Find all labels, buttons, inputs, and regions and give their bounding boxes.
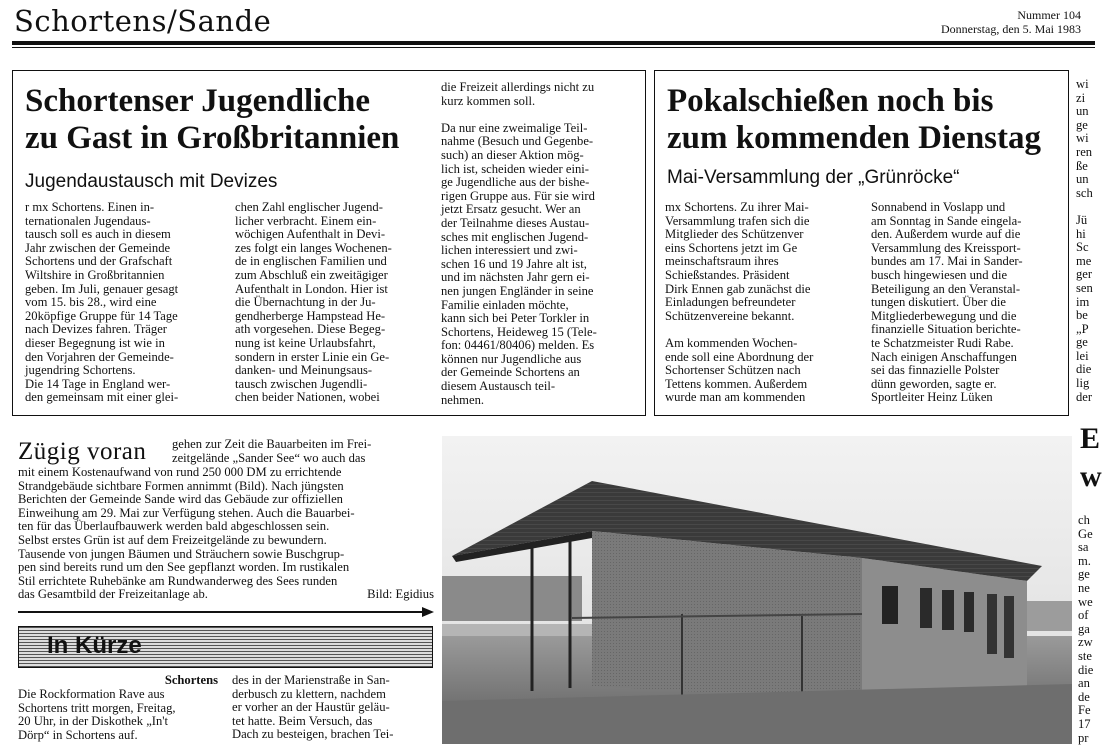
article2-edge-column-line: ger	[1076, 267, 1093, 282]
article2-col1-line: mx Schortens. Zu ihrer Mai-	[665, 200, 809, 214]
article2-edge-column-line: Sc	[1076, 240, 1089, 255]
article1-col3-line: die Freizeit allerdings nicht zu	[441, 80, 595, 94]
article2-edge-column-line: Jü	[1076, 212, 1088, 227]
article2-col1-line: wurde man am kommenden	[665, 390, 806, 405]
article1-col2-line: Aufenthalt in London. Hier ist	[235, 281, 388, 296]
caption-body-line: Stil errichtete Ruhebänke am Rundwanderweg des Sees runden	[18, 573, 338, 588]
article1-col3-line: der Gemeinde Schortens an	[441, 365, 580, 380]
caption-body-line: mit einem Kostenaufwand von rund 250 000 DM zu errichtende	[18, 465, 342, 479]
right-edge-column-line: zw	[1078, 635, 1093, 650]
right-edge-column-line: Ge	[1078, 526, 1093, 541]
article2-col1	[665, 201, 861, 405]
article1-col1-line: Jahr zwischen der Gemeinde	[25, 240, 171, 255]
caption-body-line: Einweihung am 29. Mai zur Verfügung stehen. Auch die Bauarbei-	[18, 505, 355, 520]
article2-edge-column-line	[1076, 200, 1096, 214]
article1-col2-line: zes folgt ein langes Wochenen-	[235, 240, 392, 255]
right-edge-column-line: ne	[1078, 580, 1090, 595]
caption-body	[18, 466, 434, 588]
article2-col2-line: Versammlung des Kreissport-	[871, 240, 1021, 255]
article2-edge-column-line: im	[1076, 294, 1090, 309]
in-kuerze-col2	[232, 674, 432, 742]
article1-col3-line: such) an dieser Aktion mög-	[441, 147, 584, 162]
right-edge-column-line: an	[1078, 676, 1090, 691]
article2-col1-line	[665, 323, 861, 337]
article2-edge-column-line: ße	[1076, 158, 1088, 173]
right-edge-column-line: ga	[1078, 621, 1090, 636]
issue-number: Nummer 104	[1017, 8, 1081, 22]
article1-col2	[235, 201, 431, 405]
article1-col3-line: können nur Jugendliche aus	[441, 351, 582, 366]
article2-edge-column-line: un	[1076, 172, 1089, 187]
article1-col3-line: rigen Gruppe aus. Für sie wird	[441, 188, 595, 203]
article2-col1-line: ende soll eine Abordnung der	[665, 349, 814, 364]
article1-col1-line: Die 14 Tage in England wer-	[25, 376, 171, 391]
caption-arrow	[18, 606, 434, 618]
article1-col3-line: lichen interessiert und zwi-	[441, 243, 578, 258]
article1-col3-line: kann sich bei Peter Torkler in	[441, 311, 590, 326]
caption-body-line: ten für das Überlaufbauwerk werden bald abgeschlossen sein.	[18, 519, 330, 534]
article1-col3	[441, 81, 637, 407]
issue-info	[941, 8, 1081, 36]
right-edge-column-line: sa	[1078, 540, 1089, 555]
article2-edge-column-line: me	[1076, 253, 1092, 268]
article1-col2-line: danken- und Meinungsaus-	[235, 363, 373, 378]
caption-body-line: Strandgebäude sichtbare Formen annimmt (Bild). Nach jüngsten	[18, 478, 344, 493]
in-kuerze-col2-line: er vorher an der Haustür geläu-	[232, 700, 390, 715]
article2-edge-column-line: lei	[1076, 348, 1089, 363]
article1-col1-line: ternationalen Jugendaus-	[25, 213, 151, 228]
right-edge-column	[1078, 514, 1096, 745]
masthead-rule	[12, 41, 1095, 45]
article1-col1-line: vom 15. bis 28., wird eine	[25, 295, 157, 310]
article2-col1-line: Versammlung trafen sich die	[665, 213, 810, 228]
article1-col3-line	[441, 108, 637, 122]
right-edge-column-line: ste	[1078, 648, 1092, 663]
article1-col3-line: kurz kommen soll.	[441, 93, 536, 108]
caption-title: Zügig voran	[18, 438, 147, 465]
article2-col2-line: den. Außerdem wurde auf die	[871, 227, 1021, 242]
article2-col1-line: Schortenser Schützen nach	[665, 363, 801, 378]
article1-col3-line: jetzt Ersatz gesucht. Wer an	[441, 202, 581, 217]
right-edge-column-line: die	[1078, 662, 1094, 677]
caption-first-lines-line: zeitgelände „Sander See“ wo auch das	[172, 450, 366, 465]
article2-edge-column-line: sch	[1076, 185, 1093, 200]
right-edge-column-line: pr	[1078, 730, 1089, 745]
article1-col3-line: ge Jugendliche aus der bishe-	[441, 175, 590, 190]
article2-col1-line: Am kommenden Wochen-	[665, 335, 798, 350]
in-kuerze-banner	[18, 626, 433, 668]
article2-col2	[871, 201, 1067, 405]
article1-col2-line: tausch zwischen Jugendli-	[235, 376, 368, 391]
article1-subheadline: Jugendaustausch mit Devizes	[25, 171, 278, 192]
in-kuerze-col2-line: Dach zu besteigen, brachen Tei-	[232, 727, 394, 742]
caption-body-line: Berichten der Gemeinde Sande wird das Gebäude zur offiziellen	[18, 492, 343, 507]
article2-col1-line: Schießstandes. Präsident	[665, 267, 790, 282]
article2-col2-line: am Sonntag in Sande eingela-	[871, 213, 1022, 228]
right-edge-headline	[1080, 420, 1100, 496]
article1-col3-line: nehmen.	[441, 392, 485, 407]
right-edge-column-line: Fe	[1078, 703, 1091, 718]
in-kuerze-place: Schortens	[164, 673, 218, 687]
article1-col3-line: Familie einladen möchte,	[441, 297, 569, 312]
caption-body-line: pen sind bereits rund um den See gepflanzt worden. Im rustikalen	[18, 560, 350, 575]
article1-col3-line: nahme (Besuch und Gegenbe-	[441, 134, 594, 149]
article2-edge-column-line: zi	[1076, 90, 1086, 105]
article2-col2-line: dünn geworden, sagte er.	[871, 376, 997, 391]
article2-edge-column-line: hi	[1076, 226, 1086, 241]
issue-date: Donnerstag, den 5. Mai 1983	[941, 22, 1081, 36]
article1-col1-line: dieser Begegnung ist wie in	[25, 335, 165, 350]
article2-edge-column-line: wi	[1076, 131, 1089, 146]
right-edge-column-line: de	[1078, 689, 1090, 704]
article2-col2-line: Mitgliederbewegung und die	[871, 308, 1017, 323]
article1-col2-line: sondern in erster Linie ein Ge-	[235, 349, 390, 364]
article-shooting-cup	[654, 70, 1069, 416]
article1-col3-line: und im nächsten Jahr gern ei-	[441, 270, 590, 285]
article2-edge-column-line: wi	[1076, 77, 1089, 91]
article-youth-exchange	[12, 70, 646, 416]
article1-col3-line: diesem Austausch teil-	[441, 379, 556, 394]
article1-col1-line: den gemeinsam mit einer glei-	[25, 390, 179, 405]
article1-col1	[25, 201, 221, 405]
article1-col2-line: de in englischen Familien und	[235, 254, 387, 269]
caption-first-lines-line: gehen zur Zeit die Bauarbeiten im Frei-	[172, 437, 372, 451]
article2-edge-column-line: sen	[1076, 280, 1093, 295]
article2-col1-line: Schützenvereine bekannt.	[665, 308, 795, 323]
masthead-title: Schortens/Sande	[14, 4, 272, 38]
article1-col1-line: jugendring Schortens.	[25, 363, 136, 378]
article2-edge-column-line: un	[1076, 104, 1089, 119]
in-kuerze-col2-line: tet hatte. Beim Versuch, das	[232, 713, 373, 728]
article1-col3-line: schen 16 und 19 Jahre alt ist,	[441, 256, 587, 271]
in-kuerze-col2-line: des in der Marienstraße in San-	[232, 673, 390, 687]
article2-col2-line: Sonnabend in Voslapp und	[871, 200, 1006, 214]
article1-col1-line: Wiltshire in Großbritannien	[25, 267, 165, 282]
article1-col2-line: gendherberge Hampstead He-	[235, 308, 386, 323]
article1-col2-line: zum Abschluß ein zweitägiger	[235, 267, 388, 282]
article2-col2-line: Sportleiter Heinz Lüken	[871, 390, 993, 405]
article2-col2-line: te Schatzmeister Rudi Rabe.	[871, 335, 1014, 350]
in-kuerze-col1-line: Schortens tritt morgen, Freitag,	[18, 700, 176, 715]
article1-col3-line: fon: 04461/80406) melden. Es	[441, 338, 595, 353]
caption-last-line: das Gesamtbild der Freizeitanlage ab.	[18, 587, 208, 601]
right-edge-column-line: m.	[1078, 553, 1091, 568]
masthead-rule-thin	[12, 47, 1095, 48]
right-edge-column-line: we	[1078, 594, 1093, 609]
article1-col2-line: ath vorgesehen. Diese Begeg-	[235, 322, 386, 337]
article2-col1-line: Mitglieder des Schützenver	[665, 227, 804, 242]
article2-edge-column-line: ge	[1076, 335, 1088, 350]
in-kuerze-col1	[18, 688, 218, 742]
article1-col3-line: sches mit englischen Jugend-	[441, 229, 589, 244]
right-edge-column-line: 17	[1078, 716, 1091, 731]
article1-col1-line: den Vorjahren der Gemeinde-	[25, 349, 174, 364]
article2-col2-line: finanzielle Situation berichte-	[871, 322, 1021, 337]
article1-col3-line: nen jungen Engländer in seine	[441, 283, 594, 298]
right-edge-column-line: of	[1078, 608, 1089, 623]
article2-col2-line: sei das finnazielle Polster	[871, 363, 1000, 378]
article2-col2-line: busch hingewiesen und die	[871, 267, 1008, 282]
article2-edge-column-line: die	[1076, 362, 1092, 377]
right-edge-column-line: ch	[1078, 513, 1090, 527]
article2-edge-column-line: ren	[1076, 144, 1093, 159]
article1-headline: Schortenser Jugendliche zu Gast in Großbritannien	[25, 83, 400, 156]
article1-col1-line: Schortens und der Grafschaft	[25, 254, 173, 269]
article1-col1-line: nach Devizes fahren. Träger	[25, 322, 167, 337]
in-kuerze-col1-line: Dörp“ in Schortens auf.	[18, 727, 138, 742]
article2-col1-line: eins Schortens jetzt im Ge	[665, 240, 798, 255]
caption-credit: Bild: Egidius	[367, 587, 434, 601]
caption-body-line: Selbst erstes Grün ist auf dem Freizeitgelände zu bewundern.	[18, 532, 327, 547]
article2-col1-line: Tettens kommen. Außerdem	[665, 376, 808, 391]
article2-col1-line: Dirk Ennen gab zunächst die	[665, 281, 811, 296]
article1-col2-line: chen beider Nationen, wobei	[235, 390, 380, 405]
article2-headline: Pokalschießen noch bis zum kommenden Dienstag	[667, 83, 1042, 156]
article1-col3-line: der Teilnahme dieses Austau-	[441, 215, 590, 230]
article1-col2-line: nung ist keine Urlaubsfahrt,	[235, 335, 376, 350]
building-photo-image	[442, 436, 1072, 744]
in-kuerze-label: In Kürze	[47, 632, 142, 659]
article1-col1-line: r mx Schortens. Einen in-	[25, 200, 155, 214]
article1-col3-line: lich ist, scheiden wieder eini-	[441, 161, 589, 176]
article2-edge-column-line: lig	[1076, 376, 1090, 391]
article1-col2-line: wöchigen Aufenthalt in Devi-	[235, 227, 386, 242]
article2-col2-line: tungen diskutiert. Über die	[871, 295, 1007, 310]
in-kuerze-col1-line: Die Rockformation Rave aus	[18, 687, 165, 701]
right-edge-headline-line: E	[1080, 422, 1101, 455]
article1-col3-line: Da nur eine zweimalige Teil-	[441, 120, 588, 135]
in-kuerze-col1-line: 20 Uhr, in der Diskothek „In't	[18, 714, 169, 729]
right-edge-column-line: ge	[1078, 567, 1090, 582]
article1-col1-line: 20köpfige Gruppe für 14 Tage	[25, 308, 178, 323]
article2-subheadline: Mai-Versammlung der „Grünröcke“	[667, 167, 960, 188]
caption-body-line: Tausende von jungen Bäumen und Sträuchern sowie Buschgrup-	[18, 546, 345, 561]
article1-col2-line: chen Zahl englischer Jugend-	[235, 200, 383, 214]
article2-edge-column	[1076, 78, 1096, 404]
caption-first-lines	[172, 438, 434, 465]
article2-col1-line: Einladungen befreundeter	[665, 295, 796, 310]
article1-col2-line: licher verbracht. Einem ein-	[235, 213, 377, 228]
article1-col1-line: tausch soll es auch in diesem	[25, 227, 171, 242]
article1-col2-line: die Übernachtung in der Ju-	[235, 295, 376, 310]
article2-edge-column-line: der	[1076, 389, 1093, 404]
article2-edge-column-line: ge	[1076, 117, 1088, 132]
building-photo	[442, 436, 1072, 744]
article2-col2-line: Beteiligung an den Veranstal-	[871, 281, 1021, 296]
in-kuerze-col2-line: derbusch zu klettern, nachdem	[232, 686, 386, 701]
article2-col2-line: bundes am 17. Mai in Sander-	[871, 254, 1023, 269]
article2-col2-line: Nach einigen Anschaffungen	[871, 349, 1017, 364]
article1-col1-line: geben. Im Juli, genauer gesagt	[25, 281, 179, 296]
article1-col3-line: Schortens, Heideweg 15 (Tele-	[441, 324, 597, 339]
article2-col1-line: meinschaftsraum ihres	[665, 254, 779, 269]
right-edge-headline-line: w	[1080, 460, 1102, 493]
article2-edge-column-line: „P	[1076, 321, 1089, 336]
article2-edge-column-line: be	[1076, 308, 1088, 323]
